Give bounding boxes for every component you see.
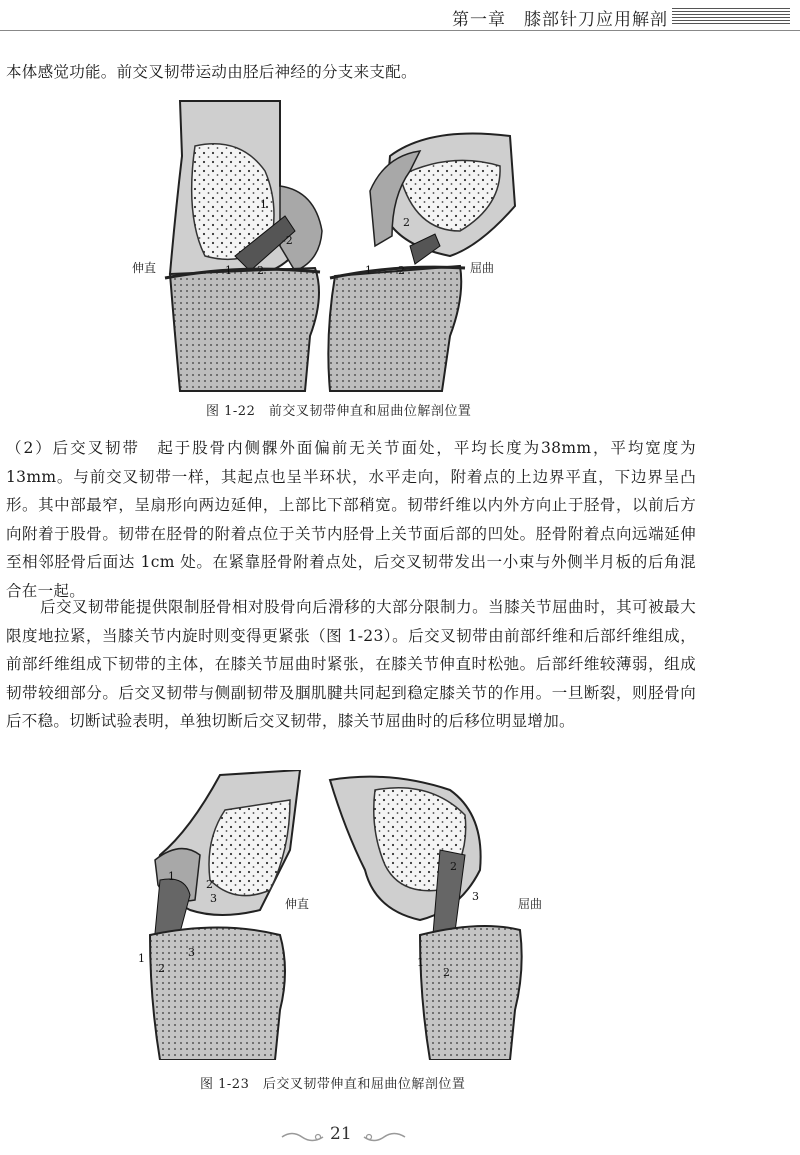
fig23-marker: 1 [417,956,424,969]
fig22-marker: 2 [398,264,405,277]
left-knee-extended [165,101,322,391]
footer-ornament-left-icon [280,1130,325,1144]
figure-1-23-illustration [130,770,560,1060]
fig22-label-extended: 伸直 [132,261,157,275]
fig23-marker: 3 [472,890,479,903]
figure-1-22-illustration [130,96,560,392]
fig22-marker: 2 [403,216,410,229]
right-knee-flexed [330,777,522,1060]
paragraph-pcl-function: 后交叉韧带能提供限制胫骨相对股骨向后滑移的大部分限制力。当膝关节屈曲时，其可被最大限度地拉紧，当膝关节内旋时则变得更紧张（图 1-23）。后交叉韧带由前部纤维和后部纤维组成，前部纤维组成下韧带的主体，在膝关节屈曲时紧张，在膝关节伸直时松弛。后部纤维较薄弱，组成韧带较细部分。后交叉韧带与侧副韧带及腘肌腱共同起到稳定膝关节的作用。一旦断裂，则胫骨向后不稳。切断试验表明，单独切断后交叉韧带，膝关节屈曲时的后移位明显增加。 [6,598,696,730]
header-decorative-lines [672,8,790,26]
left-knee-extended [150,770,300,1060]
fig23-marker: 2 [450,860,457,873]
fig23-marker: 2 [443,966,450,979]
paragraph-intro: 本体感觉功能。前交叉韧带运动由胫后神经的分支来支配。 [6,63,417,81]
fig23-label-extended: 伸直 [285,897,310,911]
fig22-marker: 1 [225,264,232,277]
page-header [0,0,800,34]
fig23-marker: 1 [168,870,175,883]
fig23-marker: 3 [210,892,217,905]
page-number: 21 [330,1124,352,1144]
fig23-marker: 1 [138,952,145,965]
header-rule [0,30,800,31]
fig22-marker: 1 [365,264,372,277]
fig23-marker: 2 [158,962,165,975]
footer-ornament-right-icon [362,1130,407,1144]
fig22-marker: -2 [282,234,293,247]
fig23-marker: 2 [206,878,213,891]
fig22-label-flexed: 屈曲 [470,261,495,275]
figure-1-22-caption: 图 1-22 前交叉韧带伸直和屈曲位解剖位置 [206,404,472,419]
fig23-marker: 3 [188,946,195,959]
fig23-label-flexed: 屈曲 [518,897,543,911]
fig22-marker: 1 [260,198,267,211]
chapter-title: 第一章 膝部针刀应用解剖 [452,10,668,30]
figure-1-23-caption: 图 1-23 后交叉韧带伸直和屈曲位解剖位置 [200,1077,466,1092]
paragraph-pcl-anatomy: （2）后交叉韧带 起于股骨内侧髁外面偏前无关节面处，平均长度为38mm，平均宽度为13mm。与前交叉韧带一样，其起点也呈半环状，水平走向，附着点的上边界平直，下边界呈凸形。其中部最窄，呈扇形向两边延伸，上部比下部稍宽。韧带纤维以内外方向止于胫骨，以前后方向附着于股骨。韧带在胫骨的附着点位于关节内胫骨上关节面后部的凹处。胫骨附着点向远端延伸至相邻胫骨后面达 1cm 处。在紧靠胫骨附着点处，后交叉韧带发出一小束与外侧半月板的后角混合在一起。 [6,439,696,600]
fig22-marker: 2 [257,264,264,277]
page-footer [0,1124,800,1152]
